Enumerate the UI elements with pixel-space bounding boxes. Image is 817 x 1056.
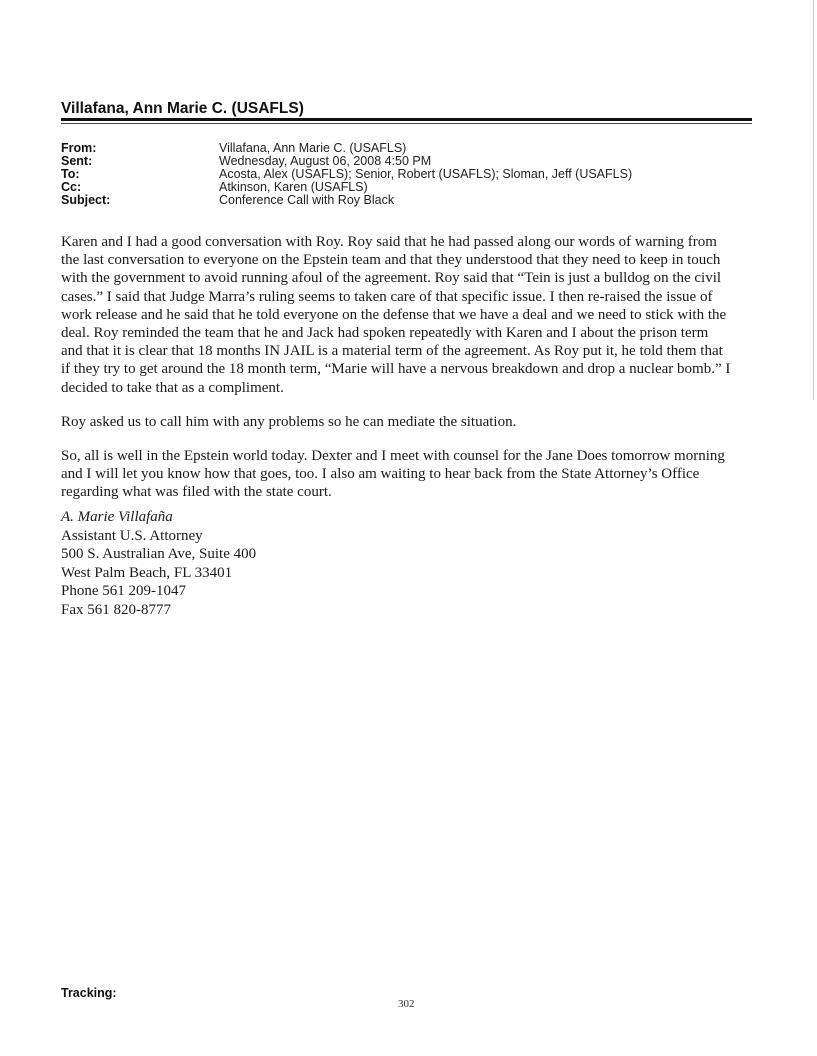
body-line: Roy asked us to call him with any problems so he can mediate the situation. — [61, 414, 517, 430]
body-line: and I will let you know how that goes, too. I also am waiting to hear back from the State Attorney’s Office — [61, 466, 700, 483]
to-label: To: — [61, 167, 80, 181]
body-paragraph-2 — [61, 413, 761, 431]
body-line: Karen and I had a good conversation with Roy. Roy said that he had passed along our words of warning from — [61, 234, 717, 250]
subject-label: Subject: — [61, 193, 111, 207]
cc-label: Cc: — [61, 180, 82, 194]
sent-label: Sent: — [61, 154, 93, 168]
sent-value: Wednesday, August 06, 2008 4:50 PM — [219, 154, 432, 168]
from-label: From: — [61, 141, 97, 155]
header-rule-thin — [61, 123, 752, 124]
cc-value: Atkinson, Karen (USAFLS) — [219, 180, 368, 194]
body-line: regarding what was filed with the state court. — [61, 484, 332, 501]
header-rule-thick — [61, 118, 752, 121]
signature-address-line-1: 500 S. Australian Ave, Suite 400 — [61, 546, 257, 562]
body-line: if they try to get around the 18 month term, “Marie will have a nervous breakdown and drop a nuclear bomb.” I — [61, 361, 731, 378]
signature-title: Assistant U.S. Attorney — [61, 527, 203, 544]
signature-fax: Fax 561 820-8777 — [61, 601, 171, 618]
body-paragraph-1 — [61, 233, 761, 397]
tracking-label: Tracking: — [61, 986, 117, 1000]
from-value: Villafana, Ann Marie C. (USAFLS) — [219, 141, 407, 155]
body-line: decided to take that as a compliment. — [61, 379, 284, 396]
subject-value: Conference Call with Roy Black — [219, 193, 395, 207]
to-value: Acosta, Alex (USAFLS); Senior, Robert (USAFLS); Sloman, Jeff (USAFLS) — [219, 167, 633, 181]
mailbox-owner-name: Villafana, Ann Marie C. (USAFLS) — [61, 100, 304, 117]
signature-name: A. Marie Villafaña — [61, 509, 173, 525]
body-paragraph-3 — [61, 447, 761, 502]
scan-edge-line — [813, 0, 814, 400]
signature-address-line-2: West Palm Beach, FL 33401 — [61, 564, 233, 581]
body-line: So, all is well in the Epstein world today. Dexter and I meet with counsel for the Jane Does tomorrow morning — [61, 448, 725, 464]
body-line: and that it is clear that 18 months IN JAIL is a material term of the agreement. As Roy put it, he told them that — [61, 343, 723, 360]
body-line: the last conversation to everyone on the Epstein team and that they understood that they need to keep in touch — [61, 252, 721, 269]
signature-phone: Phone 561 209-1047 — [61, 583, 186, 599]
page-number: 302 — [398, 998, 415, 1010]
signature-block — [61, 508, 256, 619]
body-line: cases.” I said that Judge Marra’s ruling seems to taken care of that specific issue. I then re-raised the issue of — [61, 288, 713, 305]
body-line: deal. Roy reminded the team that he and Jack had spoken repeatedly with Karen and I about the prison term — [61, 325, 709, 342]
body-line: work release and he said that he told everyone on the defense that we have a deal and we need to stick with the — [61, 306, 727, 323]
body-line: with the government to avoid running afoul of the agreement. Roy said that “Tein is just a bulldog on the civil — [61, 270, 722, 287]
